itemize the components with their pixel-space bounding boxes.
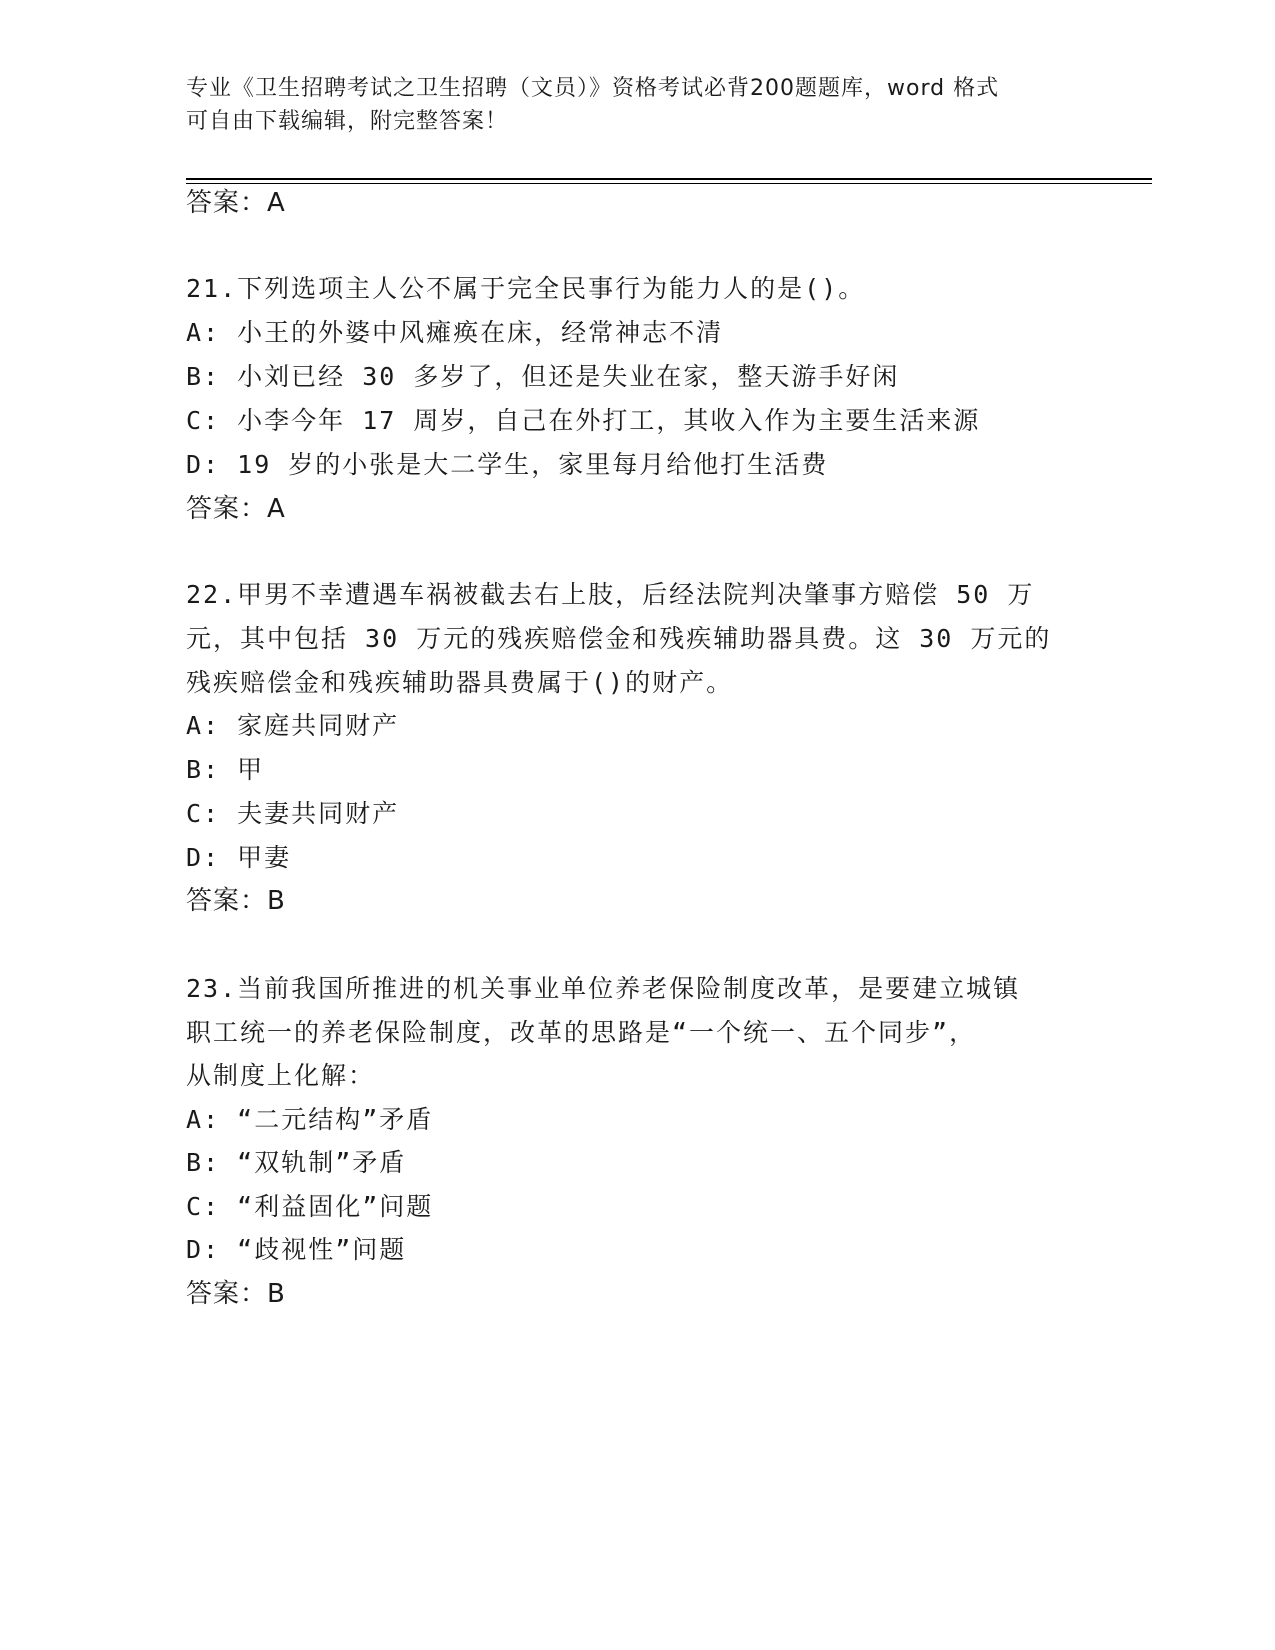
question-23-text-line-1: 23.当前我国所推进的机关事业单位养老保险制度改革，是要建立城镇 [186, 974, 1021, 1003]
question-23-option-a: A: “二元结构”矛盾 [186, 1105, 434, 1134]
question-22-option-d: D: 甲妻 [186, 843, 292, 872]
question-22-option-c: C: 夫妻共同财产 [186, 799, 400, 828]
previous-answer: 答案：A [186, 188, 286, 218]
question-21-option-a: A: 小王的外婆中风瘫痪在床，经常神志不清 [186, 318, 724, 347]
question-23-text-line-3: 从制度上化解： [186, 1061, 376, 1090]
question-22-text-line-1: 22.甲男不幸遭遇车祸被截去右上肢，后经法院判决肇事方赔偿 50 万 [186, 580, 1035, 609]
question-21-option-b: B: 小刘已经 30 多岁了，但还是失业在家，整天游手好闲 [186, 362, 900, 391]
question-21-option-d: D: 19 岁的小张是大二学生，家里每月给他打生活费 [186, 450, 829, 479]
question-21-answer: 答案：A [186, 494, 286, 524]
header-line-1: 专业《卫生招聘考试之卫生招聘（文员）》资格考试必背200题题库，word 格式 [186, 76, 1000, 101]
question-22-text-line-3: 残疾赔偿金和残疾辅助器具费属于()的财产。 [186, 668, 734, 697]
header-divider-thin [186, 183, 1152, 184]
question-21-text: 21.下列选项主人公不属于完全民事行为能力人的是()。 [186, 274, 866, 303]
question-22-text-line-2: 元，其中包括 30 万元的残疾赔偿金和残疾辅助器具费。这 30 万元的 [186, 624, 1052, 653]
question-23-option-d: D: “歧视性”问题 [186, 1235, 407, 1264]
question-21-option-c: C: 小李今年 17 周岁，自己在外打工，其收入作为主要生活来源 [186, 406, 981, 435]
question-23-answer: 答案：B [186, 1279, 286, 1309]
question-22-option-b: B: 甲 [186, 755, 265, 784]
question-23-option-b: B: “双轨制”矛盾 [186, 1148, 407, 1177]
header-divider-thick [186, 178, 1152, 180]
question-23-option-c: C: “利益固化”问题 [186, 1192, 434, 1221]
question-22-option-a: A: 家庭共同财产 [186, 711, 400, 740]
document-header [186, 72, 1086, 138]
header-line-2: 可自由下载编辑，附完整答案！ [186, 109, 509, 134]
question-22-answer: 答案：B [186, 886, 286, 916]
question-23-text-line-2: 职工统一的养老保险制度，改革的思路是“一个统一、五个同步”， [186, 1018, 977, 1047]
